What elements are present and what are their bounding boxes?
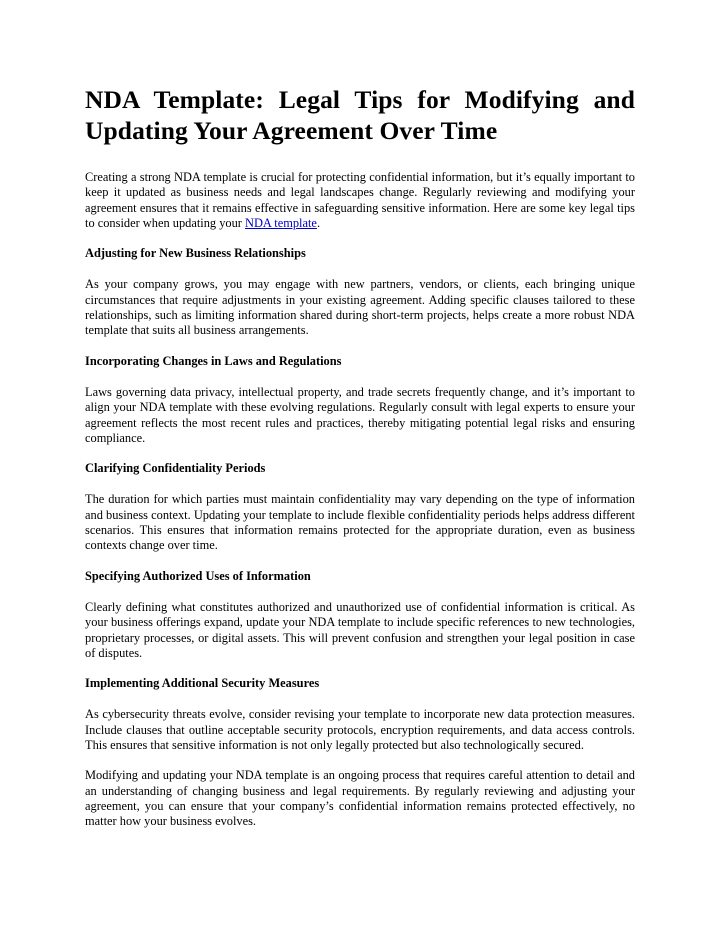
section-body-new-business-relationships: As your company grows, you may engage with new partners, vendors, or clients, each bringing unique circumstances that require adjustments in your existing agreement. Adding specific clauses tailored to these relationships, such as limiting information shared during short-term projects, helps create a more robust NDA template that suits all business arrangements.	[85, 277, 635, 338]
nda-template-link[interactable]: NDA template	[245, 215, 317, 230]
section-heading-authorized-uses: Specifying Authorized Uses of Information	[85, 568, 311, 583]
section-body-laws-regulations: Laws governing data privacy, intellectual property, and trade secrets frequently change, and it’s important to align your NDA template with these evolving regulations. Regularly consult with legal experts to ensure your agreement reflects the most recent rules and practices, thereby mitigating potential legal risks and ensuring compliance.	[85, 384, 635, 445]
intro-text-end: .	[316, 215, 321, 230]
document-page	[85, 84, 635, 845]
intro-text: Creating a strong NDA template is crucial for protecting confidential information, but it’s equally important to keep it updated as business needs and legal landscapes change. Regularly reviewing and modifying your agreement ensures that it remains effective in safeguarding sensitive information. Here are some key legal tips to consider when updating your	[85, 170, 635, 230]
section-heading-security-measures: Implementing Additional Security Measures	[85, 676, 320, 691]
intro-paragraph	[85, 170, 635, 231]
section-heading-confidentiality-periods: Clarifying Confidentiality Periods	[85, 461, 266, 476]
section-heading-laws-regulations: Incorporating Changes in Laws and Regulations	[85, 353, 342, 368]
title-line-1: NDA Template: Legal Tips for Modifying and	[85, 85, 635, 114]
page-title	[85, 84, 635, 146]
section-body-security-measures: As cybersecurity threats evolve, consider revising your template to incorporate new data protection measures. Include clauses that outline acceptable security protocols, encryption requirements, and data access controls. This ensures that sensitive information is not only legally protected but also technologically secured.	[85, 707, 635, 753]
section-body-confidentiality-periods: The duration for which parties must maintain confidentiality may vary depending on the type of information and business context. Updating your template to include flexible confidentiality periods helps address different scenarios. This ensures that information remains protected for the appropriate duration, even as business contexts change over time.	[85, 492, 635, 553]
conclusion-paragraph: Modifying and updating your NDA template is an ongoing process that requires careful attention to detail and an understanding of changing business and legal requirements. By regularly reviewing and adjusting your agreement, you can ensure that your company’s confidential information remains protected effectively, no matter how your business evolves.	[85, 768, 635, 829]
title-line-2: Updating Your Agreement Over Time	[85, 116, 498, 145]
section-body-authorized-uses: Clearly defining what constitutes authorized and unauthorized use of confidential information is critical. As your business offerings expand, update your NDA template to include specific references to new technologies, proprietary processes, or digital assets. This will prevent confusion and strengthen your legal position in case of disputes.	[85, 599, 635, 660]
section-heading-new-business-relationships: Adjusting for New Business Relationships	[85, 246, 306, 261]
